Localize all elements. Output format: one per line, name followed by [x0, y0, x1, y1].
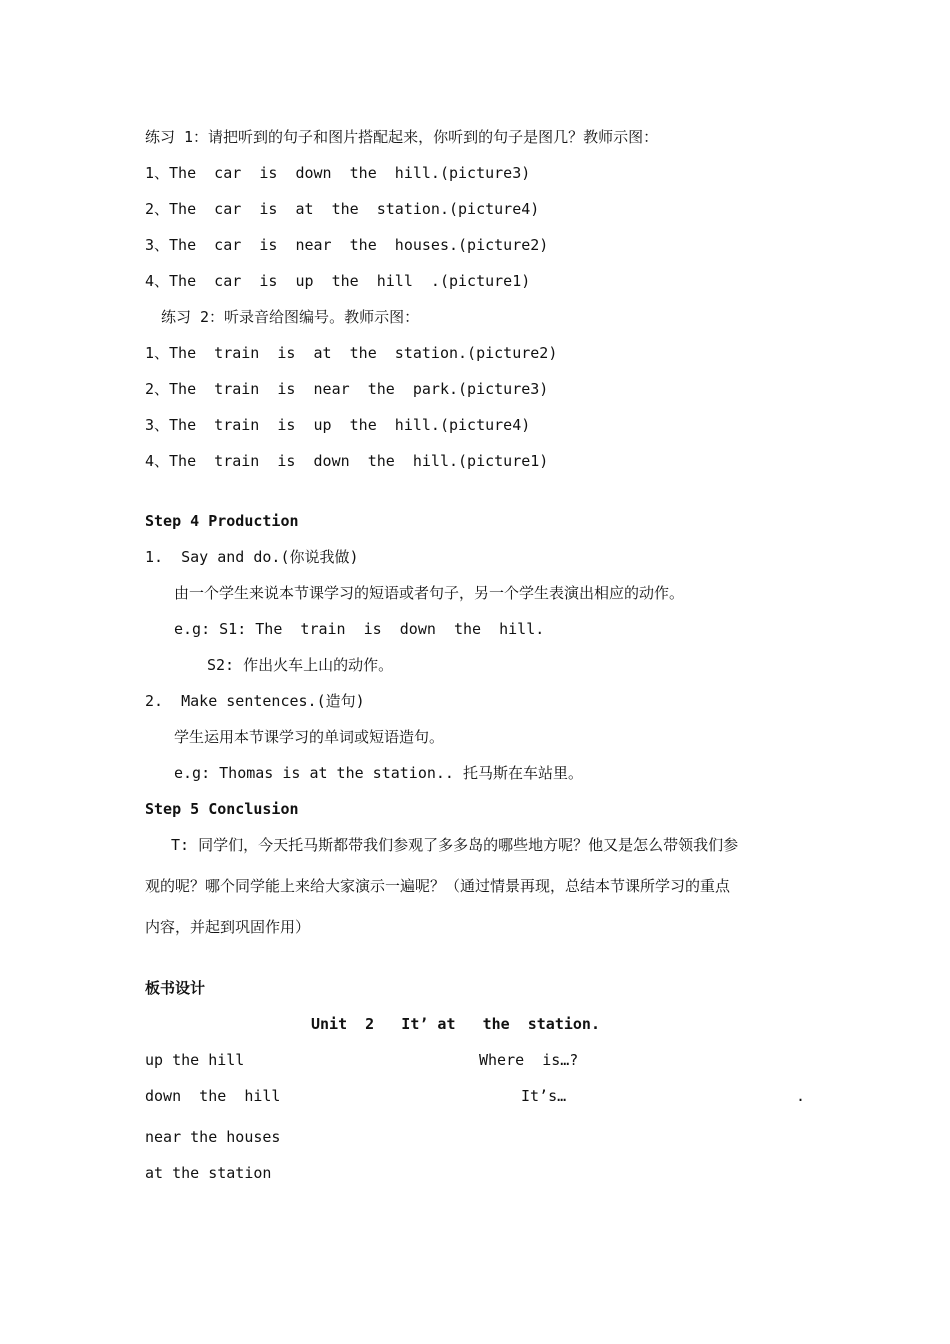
exercise-2-item: 4、The train is down the hill.(picture1) [145, 452, 549, 470]
exercise-1-item: 3、The car is near the houses.(picture2) [145, 236, 549, 254]
blackboard-phrase: up the hill [145, 1051, 245, 1069]
blackboard-heading: 板书设计 [145, 979, 206, 997]
step-4-item-2-desc: 学生运用本节课学习的单词或短语造句。 [174, 728, 445, 746]
exercise-2-title: 练习 2：听录音给图编号。教师示图： [161, 308, 420, 326]
blackboard-phrase: at the station [145, 1164, 272, 1182]
step-4-item-1-example: e.g: S1: The train is down the hill. [174, 620, 545, 638]
exercise-1-title: 练习 1：请把听到的句子和图片搭配起来，你听到的句子是图几？教师示图： [145, 128, 659, 146]
step-5-paragraph-line: T: 同学们，今天托马斯都带我们参观了多多岛的哪些地方呢？他又是怎么带领我们参 [171, 836, 739, 854]
step-4-item-1-example-2: S2: 作出火车上山的动作。 [207, 656, 394, 674]
blackboard-phrase: down the hill [145, 1087, 281, 1105]
step-4-item-1: 1. Say and do.(你说我做) [145, 548, 359, 566]
blackboard-phrase: near the houses [145, 1128, 281, 1146]
step-4-heading: Step 4 Production [145, 512, 299, 530]
step-5-paragraph-line: 内容，并起到巩固作用） [145, 918, 311, 936]
exercise-1-item: 1、The car is down the hill.(picture3) [145, 164, 531, 182]
blackboard-question: Where is…? [479, 1051, 579, 1069]
step-4-item-1-desc: 由一个学生来说本节课学习的短语或者句子，另一个学生表演出相应的动作。 [174, 584, 685, 602]
step-4-item-2: 2. Make sentences.(造句) [145, 692, 365, 710]
exercise-2-item: 1、The train is at the station.(picture2) [145, 344, 558, 362]
exercise-1-item: 4、The car is up the hill .(picture1) [145, 272, 531, 290]
step-5-paragraph-line: 观的呢？哪个同学能上来给大家演示一遍呢？（通过情景再现，总结本节课所学习的重点 [145, 877, 731, 895]
step-4-item-2-example: e.g: Thomas is at the station.. 托马斯在车站里。 [174, 764, 583, 782]
blackboard-title: Unit 2 It’ at the station. [311, 1015, 600, 1033]
exercise-2-item: 3、The train is up the hill.(picture4) [145, 416, 531, 434]
blackboard-answer: It’s… [521, 1087, 567, 1105]
blackboard-dot: . [796, 1087, 806, 1105]
exercise-2-item: 2、The train is near the park.(picture3) [145, 380, 549, 398]
step-5-heading: Step 5 Conclusion [145, 800, 299, 818]
exercise-1-item: 2、The car is at the station.(picture4) [145, 200, 540, 218]
